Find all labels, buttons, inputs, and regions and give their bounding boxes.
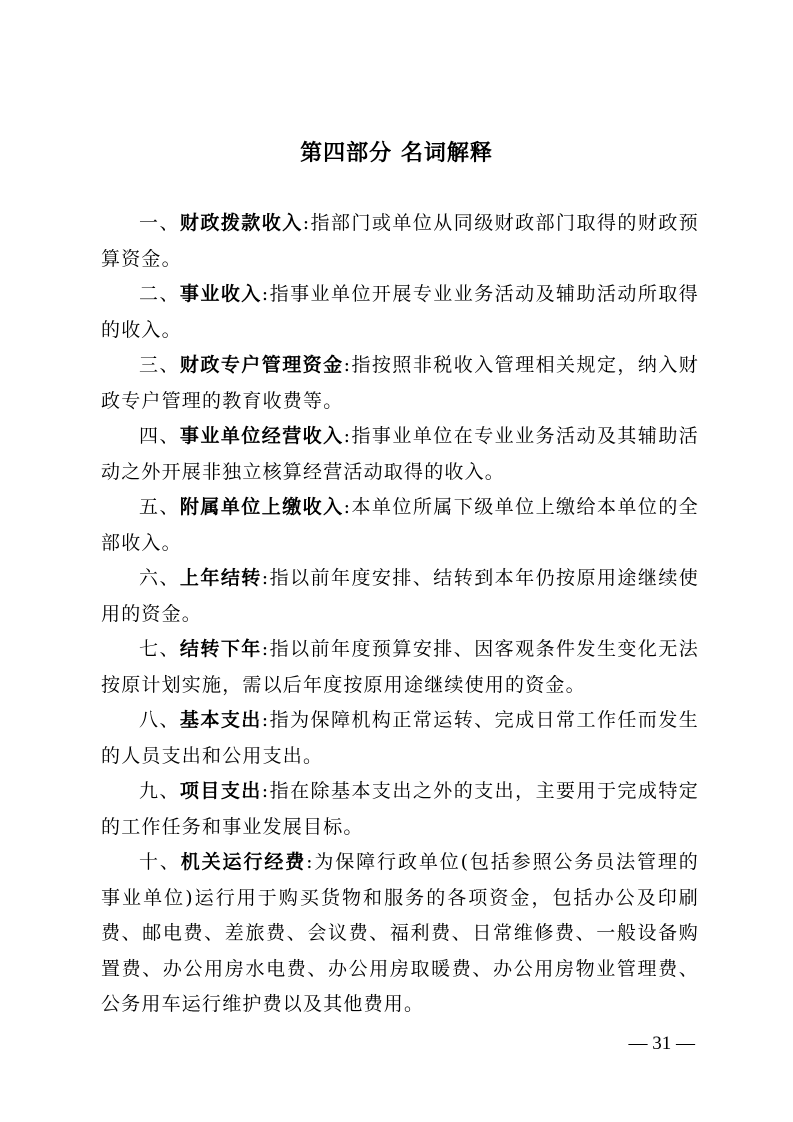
item-number: 五、 bbox=[139, 496, 180, 518]
definition: :本单位所属下级单位上缴给本单位的全部收入。 bbox=[101, 496, 699, 554]
definition-paragraph bbox=[101, 419, 699, 490]
term: 上年结转 bbox=[179, 567, 262, 589]
item-number: 一、 bbox=[139, 212, 180, 234]
term: 结转下年 bbox=[179, 638, 262, 660]
definition-paragraph bbox=[101, 490, 699, 561]
definition-paragraph bbox=[101, 703, 699, 774]
definition-paragraph bbox=[101, 348, 699, 419]
term: 财政专户管理资金 bbox=[179, 354, 344, 376]
definition-paragraph bbox=[101, 561, 699, 632]
item-number: 二、 bbox=[139, 283, 180, 305]
definition-paragraph bbox=[101, 632, 699, 703]
definition: :指按照非税收入管理相关规定，纳入财政专户管理的教育收费等。 bbox=[101, 354, 699, 412]
item-number: 八、 bbox=[139, 709, 180, 731]
definition-paragraph bbox=[101, 206, 699, 277]
definition-paragraph bbox=[101, 774, 699, 845]
item-number: 六、 bbox=[139, 567, 180, 589]
term: 附属单位上缴收入 bbox=[179, 496, 344, 518]
item-number: 十、 bbox=[139, 851, 181, 873]
item-number: 九、 bbox=[139, 780, 180, 802]
definition: :指为保障机构正常运转、完成日常工作任而发生的人员支出和公用支出。 bbox=[101, 709, 699, 767]
page-number: — 31 — bbox=[628, 1033, 695, 1054]
term: 财政拨款收入 bbox=[179, 212, 303, 234]
term: 基本支出 bbox=[179, 709, 262, 731]
definition: :指事业单位在专业业务活动及其辅助活动之外开展非独立核算经营活动取得的收入。 bbox=[101, 425, 699, 483]
term: 项目支出 bbox=[179, 780, 262, 802]
term: 机关运行经费 bbox=[180, 851, 307, 873]
item-number: 七、 bbox=[139, 638, 180, 660]
definition: :指事业单位开展专业业务活动及辅助活动所取得的收入。 bbox=[101, 283, 699, 341]
definitions-list bbox=[101, 206, 699, 1023]
definition: :指在除基本支出之外的支出，主要用于完成特定的工作任务和事业发展目标。 bbox=[101, 780, 699, 838]
definition: :指部门或单位从同级财政部门取得的财政预算资金。 bbox=[101, 212, 700, 270]
term: 事业单位经营收入 bbox=[179, 425, 344, 447]
item-number: 四、 bbox=[139, 425, 180, 447]
page-title: 第四部分 名词解释 bbox=[300, 140, 493, 166]
term: 事业收入 bbox=[179, 283, 262, 305]
definition: :指以前年度预算安排、因客观条件发生变化无法按原计划实施，需以后年度按原用途继续使用的资金。 bbox=[101, 638, 699, 696]
definition-paragraph bbox=[101, 277, 699, 348]
definition: :指以前年度安排、结转到本年仍按原用途继续使用的资金。 bbox=[101, 567, 699, 625]
item-number: 三、 bbox=[139, 354, 180, 376]
definition: :为保障行政单位(包括参照公务员法管理的事业单位)运行用于购买货物和服务的各项资金，包括办公及印刷费、邮电费、差旅费、会议费、福利费、日常维修费、一般设备购置费、办公用房水电费、办公用房取暖费、办公用房物业管理费、公务用车运行维护费以及其他费用。 bbox=[101, 851, 699, 1015]
definition-paragraph bbox=[101, 845, 699, 1023]
